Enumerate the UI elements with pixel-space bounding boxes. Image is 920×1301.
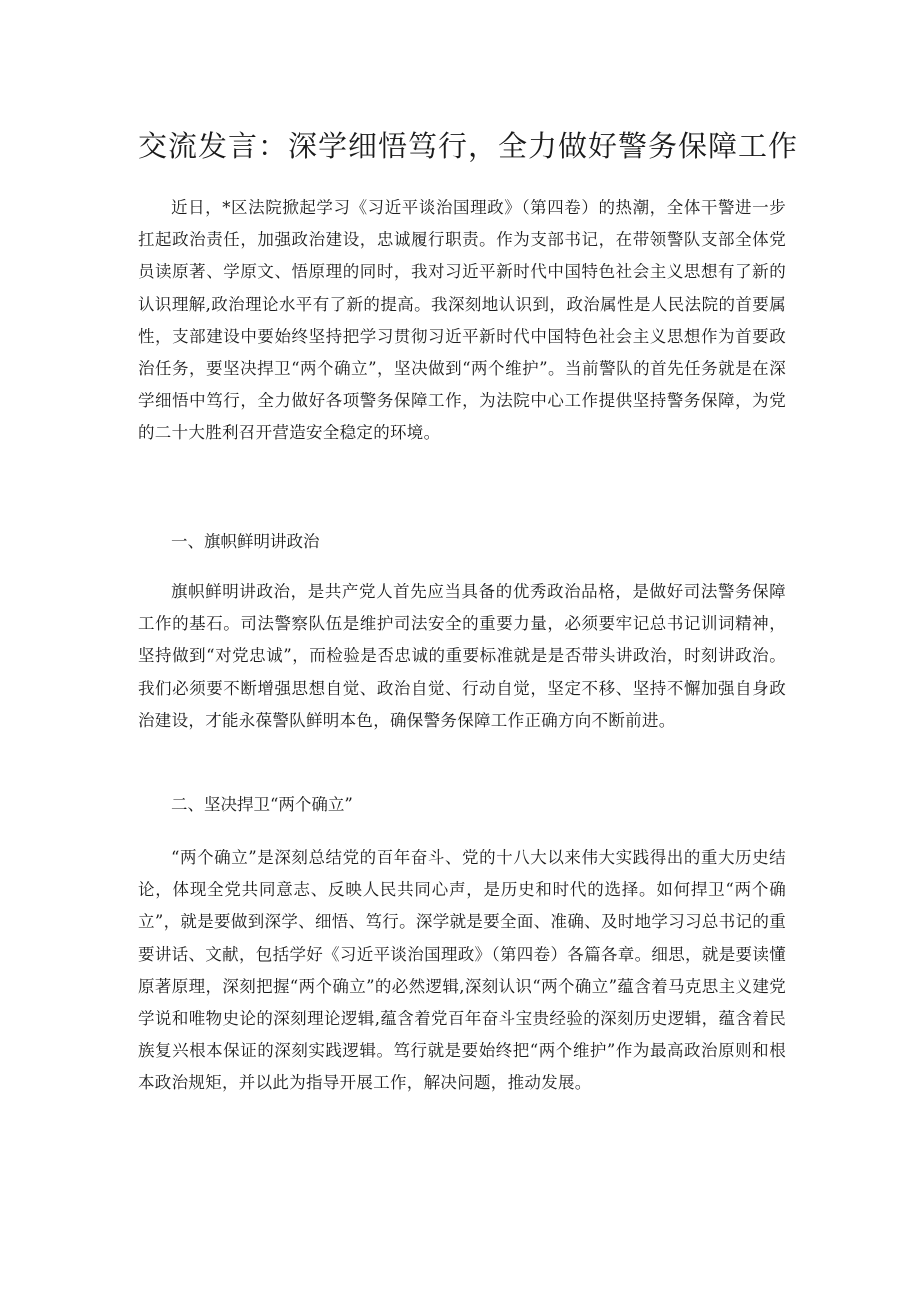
section-heading-1: 一、旗帜鲜明讲政治 [171, 532, 320, 551]
section-heading-2: 二、坚决捍卫“两个确立” [171, 795, 353, 814]
paragraph-section-2: “两个确立”是深刻总结党的百年奋斗、党的十八大以来伟大实践得出的重大历史结论，体现全党共同意志、反映人民共同心声，是历史和时代的选择。如何捍卫“两个确立”，就是要做到深学、细悟、笃行。深学就是要全面、准确、及时地学习习总书记的重要讲话、文献，包括学好《习近平谈治国理政》（第四卷）各篇各章。细思，就是要读懂原著原理，深刻把握“两个确立”的必然逻辑,深刻认识“两个确立”蕴含着马克思主义建党学说和唯物史论的深刻理论逻辑,蕴含着党百年奋斗宝贵经验的深刻历史逻辑，蕴含着民族复兴根本保证的深刻实践逻辑。笃行就是要始终把“两个维护”作为最高政治原则和根本政治规矩，并以此为指导开展工作，解决问题，推动发展。 [138, 848, 786, 1093]
paragraph-section-1: 旗帜鲜明讲政治，是共产党人首先应当具备的优秀政治品格，是做好司法警务保障工作的基石。司法警察队伍是维护司法安全的重要力量，必须要牢记总书记训词精神，坚持做到“对党忠诚”，而检验是否忠诚的重要标准就是是否带头讲政治，时刻讲政治。我们必须要不断增强思想自觉、政治自觉、行动自觉，坚定不移、坚持不懈加强自身政治建设，才能永葆警队鲜明本色，确保警务保障工作正确方向不断前进。 [138, 582, 786, 730]
paragraph-intro: 近日，*区法院掀起学习《习近平谈治国理政》（第四卷）的热潮，全体干警进一步扛起政治责任，加强政治建设，忠诚履行职责。作为支部书记，在带领警队支部全体党员读原著、学原文、悟原理的同时，我对习近平新时代中国特色社会主义思想有了新的认识理解,政治理论水平有了新的提高。我深刻地认识到，政治属性是人民法院的首要属性，支部建设中要始终坚持把学习贯彻习近平新时代中国特色社会主义思想作为首要政治任务，要坚决捍卫“两个确立”，坚决做到“两个维护”。当前警队的首先任务就是在深学细悟中笃行，全力做好各项警务保障工作，为法院中心工作提供坚持警务保障，为党的二十大胜利召开营造安全稳定的环境。 [138, 198, 786, 443]
document-title: 交流发言：深学细悟笃行，全力做好警务保障工作 [138, 129, 799, 163]
